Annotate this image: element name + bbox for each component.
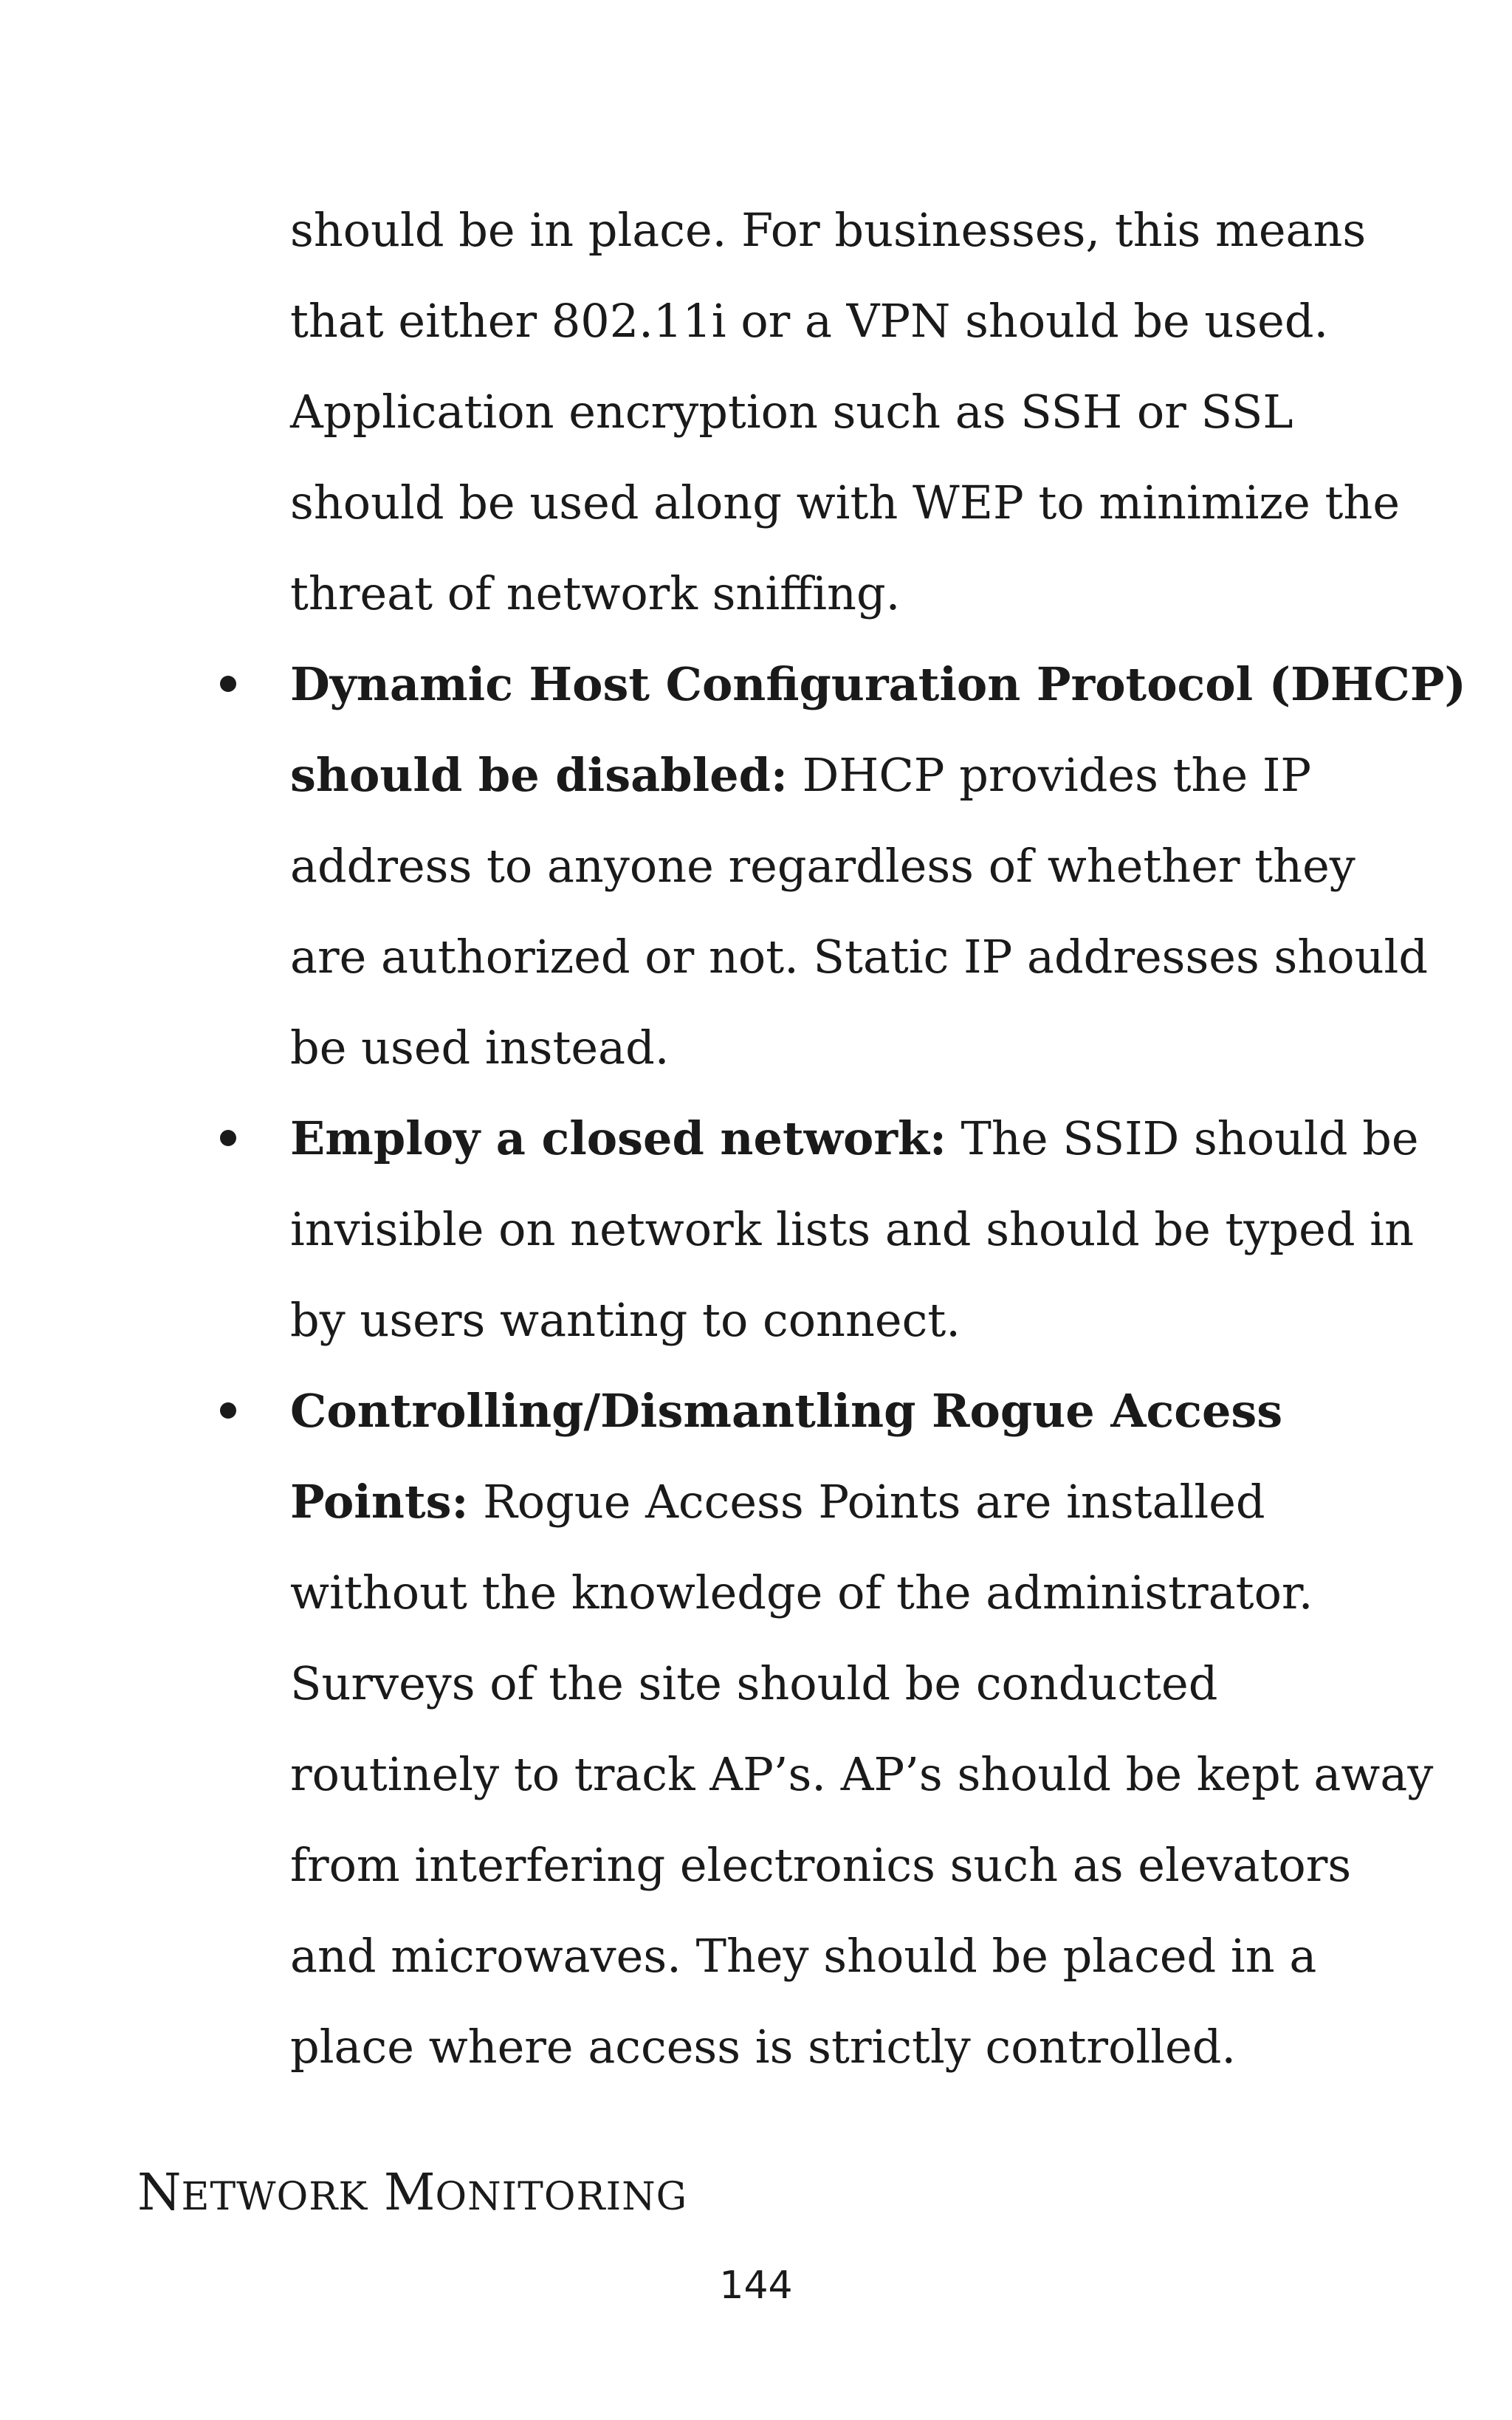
bullet-term: should be disabled: — [290, 748, 788, 802]
text-line: Surveys of the site should be conducted — [290, 1656, 1218, 1710]
bullet-icon — [220, 1130, 236, 1146]
body-text — [290, 185, 1466, 2092]
bullet-term: Employ a closed network: — [290, 1111, 946, 1165]
bullet-icon — [220, 676, 236, 692]
text-line: address to anyone regardless of whether they — [290, 839, 1355, 893]
text-line: be used instead. — [290, 1021, 670, 1074]
heading-initial: N — [137, 2164, 182, 2222]
heading-small-caps: ETWORK — [181, 2175, 368, 2219]
bullet-icon — [220, 1402, 236, 1419]
bullet-term: Dynamic Host Configuration Protocol (DHCP) — [290, 657, 1466, 711]
bullet-term: Points: — [290, 1475, 469, 1529]
page-number: 144 — [719, 2263, 793, 2308]
text-line — [290, 639, 1466, 730]
bullet-text: Rogue Access Points are installed — [468, 1475, 1265, 1529]
heading-small-caps: ONITORING — [435, 2175, 688, 2219]
bullet-item-dhcp — [290, 639, 1466, 1093]
text-line: that either 802.11i or a VPN should be used. — [290, 294, 1329, 348]
text-line: from interfering electronics such as elevators — [290, 1838, 1352, 1892]
text-line: threat of network sniffing. — [290, 566, 901, 620]
bullet-text: The SSID should be — [946, 1111, 1419, 1165]
heading-initial: M — [383, 2164, 436, 2222]
section-heading — [137, 2160, 687, 2230]
text-line — [290, 730, 1398, 820]
text-line — [290, 1456, 1398, 1547]
text-line: invisible on network lists and should be typed in — [290, 1202, 1414, 1256]
bullet-item-rogue-access-points — [290, 1365, 1434, 2092]
text-line: are authorized or not. Static IP addresses should — [290, 930, 1429, 984]
text-line: and microwaves. They should be placed in a — [290, 1929, 1317, 1983]
text-line — [290, 1365, 1398, 1456]
bullet-term: Controlling/Dismantling Rogue Access — [290, 1384, 1283, 1438]
bullet-item-closed-network — [290, 1093, 1419, 1365]
text-line: should be used along with WEP to minimize the — [290, 476, 1401, 529]
continuation-paragraph — [290, 185, 1401, 639]
text-line: place where access is strictly controlled. — [290, 2020, 1237, 2074]
text-line: routinely to track AP’s. AP’s should be kept away — [290, 1747, 1434, 1801]
text-line: should be in place. For businesses, this means — [290, 203, 1367, 257]
text-line: Application encryption such as SSH or SSL — [290, 385, 1293, 439]
bullet-text: DHCP provides the IP — [787, 748, 1312, 802]
text-line: without the knowledge of the administrator. — [290, 1566, 1313, 1619]
text-line — [290, 1093, 1419, 1184]
text-line: by users wanting to connect. — [290, 1293, 961, 1347]
